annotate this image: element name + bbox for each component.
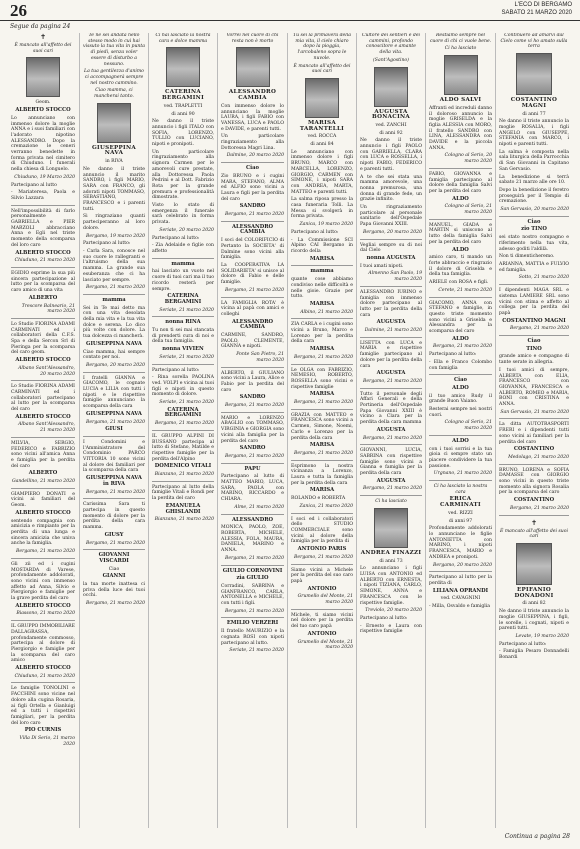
notice-text: Tutto il personale degli Affari Generali e della Portineria dell'Ospedale Papa Giovanni XXIII è vicino a Clara per la perdita della cara mamma xyxy=(360,391,422,426)
poem-text: Ciao mamma, ci mancherai tanto. xyxy=(94,88,134,100)
notice-text: MANUEL, GIADA e MARTIN si uniscono al lutto della famiglia Salvi per la perdita del caro xyxy=(429,222,492,245)
cross-icon: ✝ xyxy=(40,33,46,41)
deceased-age: di anni 73 xyxy=(379,558,403,564)
notice-text: Con immenso dolore lo annunciano la moglie LAURA, i figli FABIO con VANESSA, LUCA e PAOLO e DAVIDE, e parenti tutti. xyxy=(221,103,284,132)
notice-text: Resterai sempre nei nostri cuori. xyxy=(429,407,492,418)
intro-text: È mancato all'affetto dei suoi cari xyxy=(293,63,351,75)
notice-text: Lo annunciano i figli LUISA con ANTONIO ed ALBERTO con ERNESTA, i nipoti TIZIANA, CARLO, SIMONE, ANNA e FRANCESCA con le rispettive famiglie. xyxy=(360,566,422,606)
notice-text: Le OLGA con FABRIZIO, NEMESIO, ROBERTO, ROSSELLA sono vicini e rispettive famiglie xyxy=(291,367,353,390)
notice-signature: Seriate, 21 marzo 2020 xyxy=(229,648,284,654)
publication-info xyxy=(502,1,572,17)
notice-name: mamma xyxy=(102,296,126,303)
notice-signature: Chiuduno, 19 Marzo 2020 xyxy=(14,174,75,180)
notice-text: Ne danno il triste annuncio il marito SANDRO, i figli MARIO, SARA con FRANCO, gli adorati nipoti TOMMASO, SEBASTIANO, FRANCESCO e i parenti tutti. xyxy=(83,166,145,212)
deceased-name: ANTONIO xyxy=(307,585,337,592)
notice-signature: Chiuduno, 21 marzo 2020 xyxy=(14,258,75,264)
notice-text: MARIO e LORENZO ABAGLIO con TOMMASO, VIRGINIA e GIORGIA sono vicini alla famiglia per la perdita del caro xyxy=(221,415,284,444)
deceased-name: ALESSANDRO xyxy=(231,516,274,523)
poem-attribution: (Sant'Agostino) xyxy=(373,57,409,63)
deceased-subtitle: ved. ROCCA xyxy=(307,134,337,140)
notice-text: Visto lo stato di emergenza il funerale sarà celebrato in forma privata. xyxy=(152,203,214,226)
notice-text: I dipendenti MAGA SRL e sistema LAMIERE SRL sono vicini con stima e affetto al collega per la perdita del papà xyxy=(499,288,569,316)
deceased-name: CATERINA BERGAMINI xyxy=(164,293,202,305)
notice-text: I fratelli GIANNA e GIACOMO, le cognate LUCIA e LILIA con tutti i nipoti e le rispettive famiglie annunciano la scomparsa della cara xyxy=(83,375,145,410)
notice-text: Dopo la benedizione il feretro proseguirà per il Tempio di cremazione. xyxy=(499,187,569,205)
poem-text: Tu sei la primavera della mia vita, il cielo chiaro dopo la pioggia, l'arcobaleno sopra le nuvole. xyxy=(293,33,351,61)
notice-text: IL GRUPPO ALPINI DI BUSSANO partecipa al lutto di Stefano, Matilde e rispettive famiglie per la perdita dell'Alpino xyxy=(152,433,214,462)
deceased-age: di anni 90 xyxy=(171,111,195,117)
notice-text: - Zia Adelaide e figlie con affetto xyxy=(152,243,214,254)
portrait-photo xyxy=(26,57,60,97)
notice-signature: Bergamo, 21 marzo 2020 xyxy=(294,400,353,406)
notice-text: con i tuoi sorrisi e la tua gioia ci sempre stato un piacere condividere la tua passione. xyxy=(429,446,492,469)
deceased-name: ALBERTO STOCCO xyxy=(15,602,71,609)
notice-text: LISETTA con LUCA e MARIA e rispettive famiglie partecipano al dolore per la perdita della cara xyxy=(360,340,422,369)
deceased-name: MARISA xyxy=(309,255,335,262)
notice-text: CARMINE, SANDRO, PAOLO, CLEMENTE, GIANNA e nipoti. xyxy=(221,333,284,350)
notice-text: Tu non ti sei mai stancata di prenderti cura di noi e della tua famiglia. xyxy=(152,328,214,345)
notice-signature: Cologno al Serio, 21 marzo 2020 xyxy=(444,420,492,432)
notice-text: Ne danno il triste annuncio i figli ITALO con SOFIA, LORENZO, TULLIO con LUCIANO, nipoti e pronipoti. xyxy=(152,119,214,148)
deceased-name: ALDO xyxy=(452,335,469,342)
obituary-column-1 xyxy=(11,33,75,828)
notice-signature: San Gervasio, 21 marzo 2020 xyxy=(500,409,569,415)
deceased-name: COSTANTINO xyxy=(513,446,555,453)
notice-text: Ne danno il triste annuncio i figli PAOLO con GABRIELLA, CLARA con LUCA e ROSSELLA, i nipoti FABIO, FEDERICO e parenti tutti. xyxy=(360,138,422,172)
deceased-name: PIO CURNIS xyxy=(24,727,62,734)
deceased-name: ALBERTO STOCCO xyxy=(15,249,71,256)
deceased-name: TINO xyxy=(526,345,542,352)
deceased-name: ALESSANDRO CAMBIA xyxy=(231,318,274,331)
deceased-name: SANDRO xyxy=(239,203,266,210)
notice-text: Non ti dimenticheremo. xyxy=(499,254,555,260)
cross-icon: ✝ xyxy=(531,518,537,527)
notice-name: GIANNI xyxy=(102,573,126,580)
notice-text: I Condomini e l'Amministratore del Condominio PARCO VITTORIA 10 sono vicini al dolore dei familiari per la scomparsa della cara xyxy=(83,439,145,474)
notice-text: - Ella e Franco Colombo con famiglia xyxy=(429,359,492,371)
obituary-column-7 xyxy=(429,33,492,828)
notice-text: Affranti ed increduli danno il doloroso annuncio la moglie GRISELDA e la figlia ALESSIA con MORO, il fratello SANDRO con LINA, ALESSANDRA con DAVIDE e la piccola ANNA. xyxy=(429,105,492,151)
notice-text: Esprimono la nostra vicinanza a Lorenzo, Laura e tutta la famiglia per la perdita della cara xyxy=(291,463,353,486)
deceased-name: ALBERTO STOCCO xyxy=(15,665,71,672)
notice-text: Il fratello MAURIZIO e la cognata ROSI con nipoti partecipano al lutto. xyxy=(221,629,284,646)
notice-signature: Bergamo, 19 marzo 2020 xyxy=(86,233,145,239)
notice-text: MONICA, PAOLO, ZOE, ROBERTA, MICHELE, ALESSIA, FOLA, MAURA, DANIELA, MARINO e ANNA. xyxy=(221,525,284,554)
notice-signature: Bergamo, 21 marzo 2020 xyxy=(225,212,284,218)
notice-text: Michele, ti siamo vicini nel dolore per la perdita del tuo caro papà xyxy=(291,612,353,630)
notice-heading: Ci ha lasciato la nostra cara xyxy=(433,484,488,495)
notice-text: Zio BRUNO e i cugini MARA, STEFANO, ALMA ed ALFIO sono vicini a Laura e figli per la perdita del caro xyxy=(221,173,284,202)
notice-text: - Famiglia Pesaro Donnadelli Bonardi xyxy=(499,649,569,661)
notice-signature: Sotto, 21 marzo 2020 xyxy=(518,275,569,281)
deceased-name: EPIFANIO DONADONI xyxy=(514,587,554,599)
notice-signature: Bergamo, 21 marzo 2020 xyxy=(86,489,145,495)
notice-text: LA FAMIGLIA ROTA' è vicina al papà con amici e colleghi xyxy=(221,300,284,317)
notice-heading: Partecipano al lutto: xyxy=(360,615,408,621)
notice-text: MILVIA, SERGIO, FEDERICO e FABRIZIO sono vicini all'amica Anna e famiglia per la perdita del caro xyxy=(11,440,75,469)
deceased-subtitle: ved. RIZZI xyxy=(448,510,473,516)
deceased-subtitle: in RIVA xyxy=(105,159,123,165)
notice-signature: Levate, 19 marzo 2020 xyxy=(515,633,569,639)
notice-text: La salma è composta nella sala liturgica della Parrocchia di San Giovanni in Capitano San Gervasio. xyxy=(499,149,569,172)
notice-text: FABIO, GIOVANNA e famiglia partecipano al dolore della famiglia Salvi per la perdita del caro xyxy=(429,171,492,194)
notice-signature: Urgnano, 21 marzo 2020 xyxy=(433,471,492,477)
deceased-name: COSTANTINO MAGNI xyxy=(502,317,566,324)
notice-signature: Treviolo, 20 marzo 2020 xyxy=(365,608,422,614)
notice-signature: Grumello del Monte, 21 marzo 2020 xyxy=(297,639,353,651)
deceased-name: ALDO xyxy=(452,384,469,391)
notice-name: zia GIULIO xyxy=(236,575,269,582)
notice-text: Carissima Sara ti partecipa in questo momento di dolore per la perdita della cara mamma. xyxy=(83,502,145,531)
notice-signature: Dalmine, 21 marzo 2020 xyxy=(364,328,422,334)
portrait-photo xyxy=(374,508,408,548)
deceased-name: EMANUELA GHISLANDI xyxy=(165,502,201,515)
notice-signature: Bergamo, 21 marzo 2020 xyxy=(294,554,353,560)
notice-text: Vegliai sempre su di noi dal Cielo xyxy=(360,242,422,254)
notice-signature: Cologno al Serio, 21 marzo 2020 xyxy=(444,204,492,216)
notice-heading: Partecipano al lutto: xyxy=(499,641,547,647)
deceased-name: MARISA xyxy=(309,487,335,494)
notice-signature: San Gervasio, 20 marzo 2020 xyxy=(500,207,569,213)
notice-text: Corradini, SABRINA e GIANFRANCO, CARLA, ANTONELLA e MICHELE, con tutti i figli. xyxy=(221,583,284,607)
portrait-photo xyxy=(374,67,408,107)
deceased-name: MARISA xyxy=(309,442,335,449)
notice-signature: Bergamo, 21 marzo 2020 xyxy=(433,344,492,350)
obituary-column-3 xyxy=(152,33,214,828)
obituary-column-8 xyxy=(499,33,569,828)
notice-signature: Zanica, 21 marzo 2020 xyxy=(299,503,353,509)
notice-signature: Bergamo, 21 marzo 2020 xyxy=(86,419,145,425)
notice-text: Nell'impossibilità di farlo personalmente GABRIELLA e PIER MARZOLI abbracciano Anna e Egli nel triste momento della scomparsa del loro caro xyxy=(11,208,75,248)
deceased-name: ALDO xyxy=(452,195,469,202)
notice-text: I tuoi amici di sempre, ALBERTA con ELIA, FRANCESCO con GIOVANNA, FRANCESCA e ALBERTO, ROMEO e MARIA, BONI con CRISTINA e ANNA. xyxy=(499,367,569,408)
continued-to: Continua a pagina 28 xyxy=(504,833,570,840)
notice-text: Profondamente addolorati lo annunciano le figlie ANTONIETTA con MARINO, i nipoti FRANCESCA, MARIO e ANDREA e pronipoti. xyxy=(429,526,492,560)
portrait-photo xyxy=(444,55,478,95)
deceased-name: GIUSEPPINA NAVA in RIVA xyxy=(86,475,142,487)
intro-text: Ci ha lasciato xyxy=(444,46,477,52)
notice-signature: Bergamo, 21 marzo 2020 xyxy=(225,608,284,614)
notice-signature: Ponte San Pietro, 21 marzo 2020 xyxy=(236,352,284,363)
deceased-name: AUGUSTA xyxy=(376,477,406,484)
notice-name: GIUSI xyxy=(105,426,123,433)
notice-name: nonna RINA xyxy=(165,319,201,326)
notice-title: Geom. xyxy=(35,100,51,106)
deceased-name: ALDO SALVI xyxy=(439,97,482,104)
notice-greeting: Ciao xyxy=(454,377,467,384)
publication-name: L'ECO DI BERGAMO xyxy=(514,2,572,8)
notice-greeting: Ciao xyxy=(527,218,541,225)
notice-signature: Bergamo, 21 marzo 2020 xyxy=(294,354,353,360)
notice-signature: Almenno San Paolo, 19 marzo 2020 xyxy=(368,271,422,283)
notice-signature: Cologno al Serio, 20 marzo 2020 xyxy=(444,153,492,165)
notice-text: ARIANNA, MATTIA e FULVIO ed famiglia. xyxy=(499,261,569,273)
notice-heading: Partecipano al lutto: xyxy=(291,229,339,235)
notice-text: ARIELE con ROSA e figli. xyxy=(429,280,489,286)
notice-text: Un particolare ringraziamento alla signora Carmen per le amorevoli cure prestate, alla Dottoressa Paola Pedrini e al Dott. Fabrizio Rota per la grande premura e professionalità dimostrate. xyxy=(152,149,214,201)
deceased-name: CATERINA BERGAMINI xyxy=(164,406,202,419)
notice-greeting: Ciao xyxy=(246,165,259,172)
notice-text: hai lasciato un vuoto nel cuore di tuoi cari ma il tuo ricordo resterà per sempre. xyxy=(152,269,214,292)
notice-signature: Grumello del Monte, 21 marzo 2020 xyxy=(297,594,353,606)
notice-text: - Carla Sara, conosce nel suo cuore le rallegranti e l'altruismo della sua mamma. La grande sua esuberanza che ci ha lasciato per sempre. xyxy=(83,248,145,283)
notice-text: ZIA CARLA e i cugini sono vicini a Bruno, Marco e Lorenzo per la perdita della cara xyxy=(291,322,353,345)
deceased-name: zio TINO xyxy=(521,226,547,233)
continued-from: Segue da pagina 24 xyxy=(10,23,71,30)
deceased-name: GIUSEPPINA NAVA xyxy=(86,410,142,417)
portrait-photo xyxy=(97,103,131,143)
deceased-name: ALBERTO STOCCO xyxy=(15,357,71,364)
deceased-subtitle: ved. ZANCHI xyxy=(375,122,407,128)
notice-signature: Bianzano, 21 marzo 2020 xyxy=(154,472,214,478)
portrait-photo xyxy=(516,543,552,585)
notice-signature: Seriate, 21 marzo 2020 xyxy=(159,400,214,406)
deceased-name: ALBERTO STOCCO xyxy=(15,413,71,420)
notice-heading: Partecipano al lutto: xyxy=(152,235,200,241)
poem-text: Restiamo sempre nel cuore di chi ci vuole bene. xyxy=(429,33,492,44)
notice-signature: Dalmine, 20 marzo 2020 xyxy=(226,153,284,159)
notice-signature: Bergamo, 21 marzo 2020 xyxy=(16,549,75,555)
deceased-name: ALBERTO STOCCO xyxy=(15,107,71,114)
poem-text: Cultore dei sentieri e dei cammini, profondo conoscitore e amante della vita. xyxy=(361,33,421,56)
notice-name: PAPU xyxy=(244,465,261,472)
notice-text: I soci del COLORIFICIO di Pertanto la SOCIETA' di Dalmine sono vicini alla famiglia. xyxy=(221,238,284,261)
notice-text: amico caro, ti mando un forte abbraccio e ringrazio il dolore di Griselda e della tua famiglia. xyxy=(429,255,492,278)
notice-signature: Bergamo, 20 marzo 2020 xyxy=(363,229,422,235)
notice-text: Gli zii ed i cugini MOSTARDA di Varese, profondamente addolorati, sono vicini con immenso affetto ad Anna, Silvio e Piergiorgio e famiglie per la grave perdita del caro xyxy=(11,561,75,602)
notice-text: Ne danno il triste annuncio la moglie GIUSEPPINA, i figli, le sorelle, i cognati, nipoti e parenti tutti. xyxy=(499,609,569,632)
deceased-name: SANDRO xyxy=(239,445,266,452)
notice-text: A te che sei stata una mamma amorevole, una nonna premurosa, una donna di grande fede, un grazie infinito. xyxy=(360,174,422,203)
notice-signature: Trescore Balneario, 21 marzo 2020 xyxy=(21,303,75,315)
notice-signature: Seriate, 21 marzo 2020 xyxy=(159,307,214,313)
deceased-age: di anni 97 xyxy=(448,518,473,524)
notice-text: I tuoi amati nipoti. xyxy=(360,263,404,269)
page-number: 26 xyxy=(10,1,27,20)
notice-signature: Bergamo, 21 marzo 2020 xyxy=(86,285,145,291)
notice-signature: Albano Sant'Alessandro, 21 marzo 2020 xyxy=(18,422,75,434)
poem-text: Te ne sei andata nello stesso modo in cui hai vissuto la tua vita in punta di piedi, senza voler essere di disturbo a nessuno. xyxy=(83,33,145,67)
notice-text: La ditta AUTOTRASPORTI FRERI e i dipendenti tutti sono vicini ai familiari per la perdita del caro xyxy=(499,422,569,445)
deceased-name: ERICA CARMINATI xyxy=(440,496,481,509)
notice-signature: Bergamo, 21 marzo 2020 xyxy=(155,421,214,427)
deceased-name: GIUSEPPINA NAVA xyxy=(91,144,137,157)
portrait-photo xyxy=(305,78,339,118)
notice-text: I soci ed i collaboratori dello STUDIO COMMERCIALE sono vicini al dolore della famiglia per la perdita di xyxy=(291,516,353,545)
deceased-name: AUGUSTA BONACINA xyxy=(371,108,411,121)
notice-text: - Rina sorella PAOLINA ved. VOLPI e vicina ai tuoi figli e nipoti in questo momento di dolore. xyxy=(152,375,214,398)
notice-text: sei stato nostro compagno e riferimento nella tua vita, adesso goditi l'aldilà. xyxy=(499,235,569,252)
notice-text: Ne danno il triste annuncio la moglie ROSALIA, i figli ANGELO con GIUSEPPE, STEFANIA con MARCO, i nipoti e parenti tutti. xyxy=(499,119,569,148)
deceased-name: COSTANTINO xyxy=(513,497,555,504)
notice-text: il tuo amico Rudy il grande Buon Vaiano. xyxy=(429,393,492,405)
notice-signature: Bergamo, 21 marzo 2020 xyxy=(294,450,353,456)
notice-name: nonna VIVIEN xyxy=(162,346,204,353)
notice-text: La COOPERATIVA LA SOLIDARIETA' si unisce al dolore di Fabio e delle famiglie. xyxy=(221,262,284,286)
notice-text: Lo Studio FIORINA ADAMI CARMINATI ed i collaboratori della C.F.S. Spa e della Sercon Srl di Pieringa per la scomparsa del caro geom. xyxy=(11,321,75,356)
notice-text: sentendo compagnia con amicizia e rimpianto per la perdita di una lunga e sincera amicizia che univa anche la famiglia. xyxy=(11,518,75,547)
notice-name: mamma xyxy=(171,260,195,267)
deceased-name: ALBERTO xyxy=(28,294,58,301)
notice-text: Sei in Te mai detto ma con una vita desolata della mia vita e la tua vita dolce e serena. Lo dico più volte con dolore. La tua dolcezza ci mancherà. xyxy=(83,305,145,340)
notice-signature: Bergamo, 21 marzo 2020 xyxy=(225,287,284,293)
deceased-name: LILIANA OPRANDI xyxy=(432,587,489,594)
intro-text: È mancato all'affetto dei suoi cari xyxy=(500,528,568,540)
notice-signature: Bergamo, 21 marzo 2020 xyxy=(363,378,422,384)
notice-text: - Ernesto e Laura con rispettive famiglie xyxy=(360,623,422,635)
deceased-age: di anni 92 xyxy=(379,130,403,136)
deceased-name: AUGUSTA xyxy=(376,426,406,433)
notice-text: Un particolare ringraziamento alla Dottoressa Magri Lina. xyxy=(221,134,284,151)
deceased-name: ANDREA FINAZZI xyxy=(360,549,422,556)
obituary-column-2 xyxy=(83,33,145,828)
notice-signature: Bergamo, 21 marzo 2020 xyxy=(225,453,284,459)
notice-signature: Zanica, 19 marzo 2020 xyxy=(299,222,353,228)
notice-text: quante cose abbiamo condiviso nelle difficoltà e nelle gioie. Grazie per tutto. xyxy=(291,277,353,300)
notice-text: Partecipano al lutto della famiglie Vitali e Rondi per la perdita del caro xyxy=(152,484,214,502)
notice-heading: Partecipano al lutto: xyxy=(429,352,477,358)
deceased-age: di anni 82 xyxy=(522,601,546,607)
deceased-age: di anni 77 xyxy=(522,111,546,117)
deceased-name: ANTONIO PARIS xyxy=(297,546,347,553)
deceased-age: di anni 84 xyxy=(310,142,334,148)
notice-signature: Alme, 21 marzo 2020 xyxy=(234,504,284,510)
publication-date: SABATO 21 MARZO 2020 xyxy=(501,10,572,16)
deceased-name: GIUSEPPINA NAVA xyxy=(86,340,142,347)
notice-signature: Bergamo, 21 marzo 2020 xyxy=(225,403,284,409)
notice-signature: Medolago, 21 marzo 2020 xyxy=(508,454,569,460)
notice-signature: Bergamo, 20 marzo 2020 xyxy=(433,562,492,568)
portrait-photo xyxy=(516,53,552,95)
notice-text: Un ringraziamento particolare al personale sanitario dell'Ospedale Papa Giovanni XXIII. xyxy=(360,205,422,228)
intro-text: È mancato all'affetto dei suoi cari xyxy=(14,43,72,54)
notice-name: nonna AUGUSTA xyxy=(366,254,416,261)
deceased-name: EMILIO VERZERI xyxy=(226,620,279,627)
notice-signature: Bergamo, 21 marzo 2020 xyxy=(86,601,145,607)
portrait-photo xyxy=(236,47,270,87)
notice-signature: Bianzano, 21 marzo 2020 xyxy=(154,517,214,523)
notice-greeting: Ciao xyxy=(108,566,120,572)
deceased-name: ALESSANDRO CAMBIA xyxy=(228,89,277,102)
notice-text: ALBERTO, il GIULIANO sono vicini a Laura, Alice e Fabio per la perdita del caro xyxy=(221,370,284,393)
notice-heading: Partecipano al lutto: xyxy=(83,241,131,247)
deceased-name: ANTONIO xyxy=(307,630,337,637)
portrait-photo xyxy=(166,47,200,87)
poem-text: Vorrei nel cuore di chi resta non è morto xyxy=(226,33,279,44)
notice-signature: Chiuduno, 21 marzo 2020 xyxy=(14,673,75,679)
notice-signature: Bergamo, 21 marzo 2020 xyxy=(510,505,569,511)
notice-text: La benedizione si terrà sabato 21 marzo alle ore 10. xyxy=(499,174,569,186)
notice-text: Le annunciano con immenso dolore i figli BRUNO, MARCO con MARCELLA, LORENZO, GIORGIO, CARMEN con SIMONE, i nipoti SARA con ANDREA, MARTA, MATTEO e parenti tutti. xyxy=(291,149,353,195)
notice-text: - La Commissione SCI Alpino CAI Bergamo in ricordo della xyxy=(291,237,353,254)
notice-text: GRAZIA con MATTEO e FRANCESCA sono vicini a Carmen, Simone, Noemi, Carlo e Lorenzo per la perdita della cara xyxy=(291,412,353,441)
deceased-name: MARISA TARANTELLI xyxy=(299,119,345,132)
notice-heading: Partecipano al lutto per la perdita di xyxy=(429,575,492,586)
notice-text: GIACOMO, ANNA con STEFANO e famiglie, in questo triste momento sono vicini a Griselda e Alessandra per la scomparsa del caro xyxy=(429,300,492,335)
notice-signature: Seriate, 21 marzo 2020 xyxy=(159,354,214,360)
poem-text: Ci hai lasciato la nostra cara e dolce mamma xyxy=(155,33,211,44)
deceased-name: DOMENICO VITALI xyxy=(154,463,212,470)
notice-text: Si ringraziano quanti parteciperanno al loro dolore. xyxy=(83,214,145,231)
obituary-column-6 xyxy=(360,33,422,828)
deceased-name: CATERINA BERGAMINI xyxy=(162,89,204,102)
notice-text: Ciao mamma, hai sempre contato per noi. xyxy=(83,349,145,361)
deceased-name: GIOVANNI VISCARDI xyxy=(98,552,130,564)
notice-text: Siamo vicini a Michele per la perdita del suo caro papà xyxy=(291,567,353,584)
deceased-name: ALDO xyxy=(452,246,469,253)
deceased-name: ALBERTO STOCCO xyxy=(15,509,71,516)
notice-signature: Gandellino, 21 marzo 2020 xyxy=(11,479,75,485)
deceased-subtitle: ved. TRAPLETTI xyxy=(163,103,203,109)
notice-signature: Villa Di Serio, 21 marzo 2020 xyxy=(19,736,75,747)
notice-signature: Bergamo, 21 marzo 2020 xyxy=(225,555,284,561)
deceased-name: MARISA xyxy=(309,300,335,307)
notice-signature: Seriate, 20 marzo 2020 xyxy=(159,227,214,233)
notice-signature: Cerete, 21 marzo 2020 xyxy=(438,287,492,293)
poem-text: La tua gentilezza d'animo ci accompagnerà sempre nel nostro cammino. xyxy=(84,69,144,86)
notice-heading: Ci ha lasciato xyxy=(375,499,407,505)
notice-text: Le famiglie TONOLINI e FACCHINI sono vicine nel dolore alla cugina Rosaria, ai figli Ortella e Gianluigi ed a tutti i rispettivi famigliari, per la perdita del loro caro xyxy=(11,686,75,726)
deceased-subtitle: ved. CAVAGNINI xyxy=(440,596,481,602)
notice-signature: Bergamo, 21 marzo 2020 xyxy=(363,435,422,441)
obituary-column-5 xyxy=(291,33,353,828)
notice-text: GIAMPIERO DONATI e vicini ai familiari del Geom. xyxy=(11,491,75,509)
notice-text: GIOVANNI, LUCIA, SABRINA con rispettive famiglie sono vicini a Gianna e famiglia per la perdita della cara xyxy=(360,448,422,477)
notice-signature: Albano Sant'Alessandro, 20 marzo 2020 xyxy=(18,365,75,377)
notice-text: ROLANDO e ROBERTA xyxy=(291,496,346,502)
deceased-name: SANDRO xyxy=(239,394,266,401)
notice-text: ALESSANDRO IURINO e famiglia con immenso dolore partecipano al lutto per la perdita della cara xyxy=(360,289,422,318)
obituary-column-4 xyxy=(221,33,284,828)
notice-signature: Bergamo, 20 marzo 2020 xyxy=(86,362,145,368)
deceased-name: ALESSANDRO CAMBIA xyxy=(231,223,274,236)
notice-signature: Albino, 21 marzo 2020 xyxy=(300,309,353,315)
notice-text: IL GRUPPO IMMOBILIARE DALLAGRASSA, profondamente commosso, partecipa al dolore di Piergiorgio e famiglie per la scomparsa del caro amico xyxy=(11,624,75,664)
notice-text: Lo Studio FIORINA ADAMI CARMINATI ed i collaboratori partecipano al lutto per la scomparsa del caro xyxy=(11,384,75,413)
notice-text: Partecipano al lutto di MATTEO MARIO, LUCA, SARA, PAOLA con MARINO, RICCARDO e CHIARA. xyxy=(221,474,284,503)
notice-name: mamma xyxy=(310,268,334,275)
notice-signature: Bergamo, 21 marzo 2020 xyxy=(510,326,569,332)
notice-heading: Partecipano al lutto xyxy=(11,182,57,188)
deceased-name: ALBERTO xyxy=(28,470,58,477)
notice-greeting: Ciao xyxy=(527,338,541,345)
notice-text: la tua morte inattesa ci priva della luce dei tuoi occhi. xyxy=(83,582,145,599)
deceased-name: MARISA xyxy=(309,346,335,353)
deceased-name: AUGUSTA xyxy=(376,370,406,377)
deceased-name: AUGUSTA xyxy=(376,319,406,326)
notice-text: Lo annunciano con immenso dolore la moglie ANNA e i suoi familiari con l'adorato nipotino ALESSANDRO. Dopo la cremazione le ceneri verranno benedette in forma privata nel cimitero di Chiuduno. I funerali nella chiesa di Longuelo. xyxy=(11,115,75,173)
page-header xyxy=(0,0,580,21)
notice-name: GIUSY xyxy=(104,531,124,538)
deceased-name: COSTANTINO MAGNI xyxy=(510,97,558,109)
notice-text: La salma riposa presso la casa funeraria Tolli. La Messa si svolgerà in forma privata. xyxy=(291,197,353,220)
notice-text: EGIDIO esprime la sua più sincera partecipazione al lutto per la scomparsa del caro amico di una vita xyxy=(11,270,75,294)
notice-heading: Partecipano al lutto: xyxy=(152,367,200,373)
notice-signature: Bergamo, 21 marzo 2020 xyxy=(363,486,422,492)
notice-signature: Biassono, 21 marzo 2020 xyxy=(16,611,75,617)
notice-text: grande amico e compagno di tante serate in allegria. xyxy=(499,354,569,366)
notice-text: - Mariateresa, Paola e Silvio Lazzara xyxy=(11,190,75,201)
notice-signature: Bergamo, 21 marzo 2020 xyxy=(86,540,145,546)
notice-text: BRUNO, LORENA e SOFIA DAMASSE con GIORGIO sono vicini in questo triste momento alla signora Rosalia per la scomparsa del caro xyxy=(499,467,569,496)
deceased-name: MARISA xyxy=(309,391,335,398)
deceased-name: GIULIO CORNOVINI xyxy=(222,567,283,574)
notice-text: - Milla, Osvaldo e famiglia xyxy=(429,604,490,610)
poem-text: Continuerò ad amarvi dal Cielo come vi ho amato sulla terra xyxy=(500,33,568,50)
deceased-name: ALDO xyxy=(452,437,469,444)
